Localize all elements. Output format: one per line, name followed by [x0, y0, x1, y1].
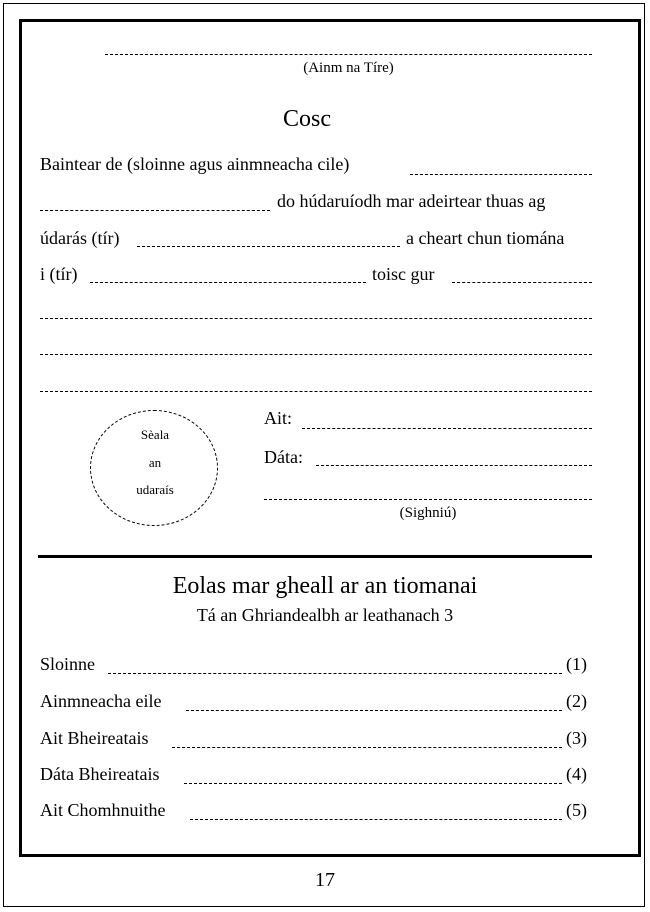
- birthplace-number: (3): [566, 728, 587, 748]
- seal-text-1: Sèala: [140, 427, 170, 442]
- surname-number: (1): [566, 654, 587, 674]
- seal-text-2: an: [148, 455, 162, 470]
- birthdate-field[interactable]: [184, 783, 562, 784]
- birthdate-number: (4): [566, 764, 587, 784]
- surname-label: Sloinne: [40, 654, 96, 674]
- reason-field[interactable]: [452, 282, 592, 283]
- signature-caption: (Sighniú): [399, 505, 457, 521]
- country-name-caption: (Ainm na Tíre): [303, 60, 394, 76]
- authority-country-field[interactable]: [137, 246, 400, 247]
- country-field[interactable]: [90, 282, 366, 283]
- residence-label: Ait Chomhnuithe: [40, 800, 166, 820]
- surname-field[interactable]: [108, 673, 562, 674]
- page-number: 17: [315, 869, 335, 891]
- country-name-field[interactable]: [105, 54, 592, 55]
- cosc-line3-text: a cheart chun tiomána: [406, 228, 565, 248]
- seal-text-3: udaraís: [136, 482, 174, 497]
- cosc-line1-text: Baintear de (sloinne agus ainmneacha cile): [40, 154, 350, 174]
- other-names-field[interactable]: [186, 710, 562, 711]
- date-label: Dáta:: [264, 447, 303, 467]
- birthdate-label: Dáta Bheireatais: [40, 764, 160, 784]
- driver-info-subtitle: Tá an Ghriandealbh ar leathanach 3: [196, 605, 454, 625]
- reason-label: toisc gur: [372, 264, 435, 284]
- reason-line-2[interactable]: [40, 354, 592, 355]
- cosc-line2-text: do húdaruíodh mar adeirtear thuas ag: [277, 191, 546, 211]
- place-field[interactable]: [302, 428, 592, 429]
- names-field-continued[interactable]: [40, 210, 270, 211]
- section-divider: [38, 555, 592, 558]
- authority-country-label: údarás (tír): [40, 228, 120, 248]
- authority-seal: [90, 410, 218, 526]
- other-names-label: Ainmneacha eile: [40, 691, 162, 711]
- names-field[interactable]: [410, 174, 592, 175]
- signature-field[interactable]: [264, 499, 592, 500]
- place-label: Ait:: [264, 408, 293, 428]
- driver-info-title: Eolas mar gheall ar an tiomanai: [172, 573, 478, 599]
- residence-number: (5): [566, 800, 587, 820]
- cosc-title: Cosc: [283, 106, 331, 132]
- reason-line-3[interactable]: [40, 391, 592, 392]
- date-field[interactable]: [316, 465, 592, 466]
- residence-field[interactable]: [190, 819, 562, 820]
- other-names-number: (2): [566, 691, 587, 711]
- birthplace-field[interactable]: [172, 747, 562, 748]
- reason-line-1[interactable]: [40, 318, 592, 319]
- birthplace-label: Ait Bheireatais: [40, 728, 149, 748]
- country-label: i (tír): [40, 264, 78, 284]
